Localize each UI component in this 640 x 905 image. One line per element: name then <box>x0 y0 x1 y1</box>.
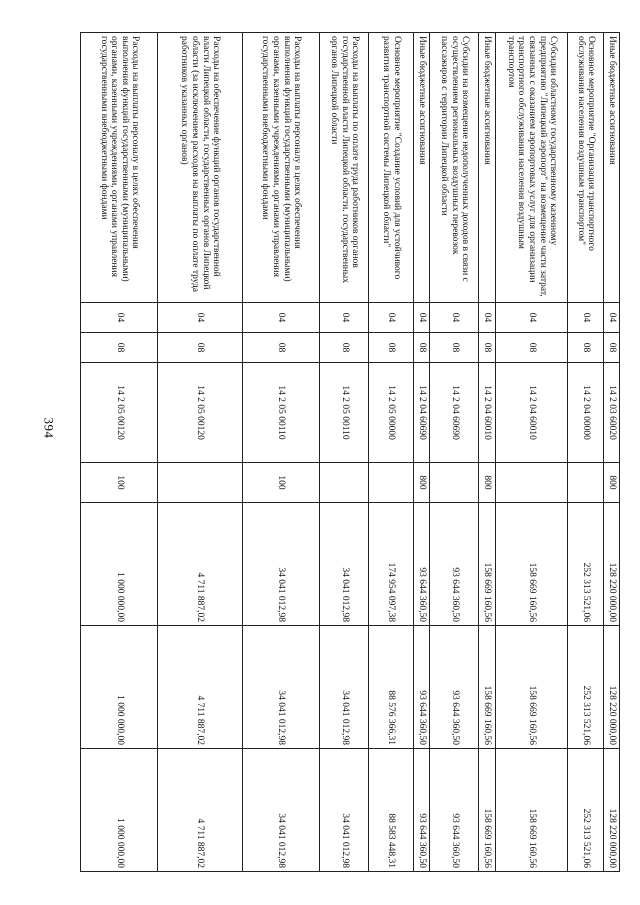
section-code: 04 <box>413 303 429 333</box>
amount-year-3: 158 669 160,56 <box>479 749 495 872</box>
target-article-code: 14 2 04 60010 <box>479 363 495 463</box>
amount-year-1: 93 644 360,50 <box>430 503 479 626</box>
amount-year-2: 93 644 360,50 <box>413 626 429 749</box>
subsection-code: 08 <box>242 333 319 363</box>
amount-year-1: 34 041 012,98 <box>320 503 369 626</box>
amount-year-2: 1 000 000,00 <box>81 626 158 749</box>
amount-year-1: 158 669 160,56 <box>479 503 495 626</box>
expense-type-code <box>369 463 414 503</box>
budget-table <box>80 32 620 872</box>
amount-year-2: 158 669 160,56 <box>479 626 495 749</box>
amount-year-2: 34 041 012,98 <box>242 626 319 749</box>
amount-year-2: 158 669 160,56 <box>495 626 568 749</box>
section-code: 04 <box>158 303 242 333</box>
section-code: 04 <box>242 303 319 333</box>
amount-year-1: 174 954 097,38 <box>369 503 414 626</box>
row-name: Иные бюджетные ассигнования <box>479 33 495 303</box>
amount-year-1: 128 220 000,00 <box>603 503 619 626</box>
table-row <box>369 33 414 872</box>
target-article-code: 14 2 05 00110 <box>242 363 319 463</box>
amount-year-3: 34 041 012,98 <box>242 749 319 872</box>
section-code: 04 <box>479 303 495 333</box>
subsection-code: 08 <box>320 333 369 363</box>
document-page <box>80 32 620 872</box>
subsection-code: 08 <box>479 333 495 363</box>
budget-table-container <box>80 32 620 872</box>
amount-year-2: 128 220 000,00 <box>603 626 619 749</box>
row-name: Основное мероприятие "Организация транспортного обслуживания населения воздушным транспортом" <box>568 33 603 303</box>
expense-type-code: 100 <box>81 463 158 503</box>
table-row <box>413 33 429 872</box>
subsection-code: 08 <box>369 333 414 363</box>
table-row <box>479 33 495 872</box>
table-row <box>242 33 319 872</box>
table-row <box>320 33 369 872</box>
table-row <box>568 33 603 872</box>
row-name: Расходы на обеспечение функций органов государственной власти Липецкой области, государственных органов Липецкой области (за исключением расходов на выплаты по оплате труда работников указанных органов) <box>158 33 242 303</box>
subsection-code: 08 <box>81 333 158 363</box>
table-row <box>158 33 242 872</box>
row-name: Субсидии на возмещение недополученных доходов в связи с осуществлением региональных воздушных перевозок пассажиров с территории Липецкой области <box>430 33 479 303</box>
section-code: 04 <box>320 303 369 333</box>
amount-year-2: 4 711 887,02 <box>158 626 242 749</box>
expense-type-code: 800 <box>479 463 495 503</box>
row-name: Основное мероприятие "Создание условий для устойчивого развития транспортной системы Липецкой области" <box>369 33 414 303</box>
target-article-code: 14 2 03 60020 <box>603 363 619 463</box>
subsection-code: 08 <box>430 333 479 363</box>
subsection-code: 08 <box>413 333 429 363</box>
section-code: 04 <box>603 303 619 333</box>
target-article-code: 14 2 04 60690 <box>430 363 479 463</box>
row-name: Расходы на выплаты по оплате труда работников органов государственной власти Липецкой области. государственных органов Липецкой области <box>320 33 369 303</box>
target-article-code: 14 2 05 00120 <box>81 363 158 463</box>
row-name: Расходы на выплаты персоналу в целях обеспечения выполнения функций государственными (муниципальными) органами, казенными учреждениями, органами управления государственными внебюджетными фондами <box>81 33 158 303</box>
target-article-code: 14 2 04 60010 <box>495 363 568 463</box>
expense-type-code <box>158 463 242 503</box>
section-code: 04 <box>430 303 479 333</box>
amount-year-3: 93 644 360,50 <box>413 749 429 872</box>
target-article-code: 14 2 04 60690 <box>413 363 429 463</box>
section-code: 04 <box>568 303 603 333</box>
amount-year-3: 128 220 000,00 <box>603 749 619 872</box>
amount-year-2: 88 576 366,31 <box>369 626 414 749</box>
amount-year-3: 4 711 887,02 <box>158 749 242 872</box>
expense-type-code <box>495 463 568 503</box>
amount-year-1: 1 000 000,00 <box>81 503 158 626</box>
amount-year-1: 252 313 521,06 <box>568 503 603 626</box>
expense-type-code <box>568 463 603 503</box>
table-row <box>603 33 619 872</box>
subsection-code: 08 <box>603 333 619 363</box>
target-article-code: 14 2 05 00120 <box>158 363 242 463</box>
row-name: Расходы на выплаты персоналу в целях обеспечения выполнения функций государственными (муниципальными) органами, казенными учреждениями, органами управления государственными внебюджетными фондами <box>242 33 319 303</box>
expense-type-code: 800 <box>603 463 619 503</box>
row-name: Субсидии областному государственному казенному предприятию "Липецкий аэропорт" на возмещение части затрат, связанных с оказанием аэропортовых услуг для организации транспортного обслуживания населения воздушным транспортом <box>495 33 568 303</box>
expense-type-code <box>320 463 369 503</box>
target-article-code: 14 2 04 00000 <box>568 363 603 463</box>
subsection-code: 08 <box>495 333 568 363</box>
subsection-code: 08 <box>568 333 603 363</box>
table-row <box>430 33 479 872</box>
amount-year-3: 34 041 012,98 <box>320 749 369 872</box>
amount-year-3: 158 669 160,56 <box>495 749 568 872</box>
expense-type-code <box>430 463 479 503</box>
table-row <box>495 33 568 872</box>
section-code: 04 <box>369 303 414 333</box>
amount-year-3: 93 644 360,50 <box>430 749 479 872</box>
amount-year-2: 93 644 360,50 <box>430 626 479 749</box>
expense-type-code: 100 <box>242 463 319 503</box>
expense-type-code: 800 <box>413 463 429 503</box>
target-article-code: 14 2 05 00110 <box>320 363 369 463</box>
table-row <box>81 33 158 872</box>
amount-year-2: 252 313 521,06 <box>568 626 603 749</box>
amount-year-1: 4 711 887,02 <box>158 503 242 626</box>
amount-year-3: 88 583 448,31 <box>369 749 414 872</box>
section-code: 04 <box>495 303 568 333</box>
page-number: 394 <box>41 417 57 439</box>
subsection-code: 08 <box>158 333 242 363</box>
row-name: Иные бюджетные ассигнования <box>413 33 429 303</box>
amount-year-3: 252 313 521,06 <box>568 749 603 872</box>
amount-year-1: 34 041 012,98 <box>242 503 319 626</box>
amount-year-2: 34 041 012,98 <box>320 626 369 749</box>
amount-year-1: 158 669 160,56 <box>495 503 568 626</box>
target-article-code: 14 2 05 00000 <box>369 363 414 463</box>
amount-year-1: 93 644 360,50 <box>413 503 429 626</box>
amount-year-3: 1 000 000,00 <box>81 749 158 872</box>
section-code: 04 <box>81 303 158 333</box>
row-name: Иные бюджетные ассигнования <box>603 33 619 303</box>
